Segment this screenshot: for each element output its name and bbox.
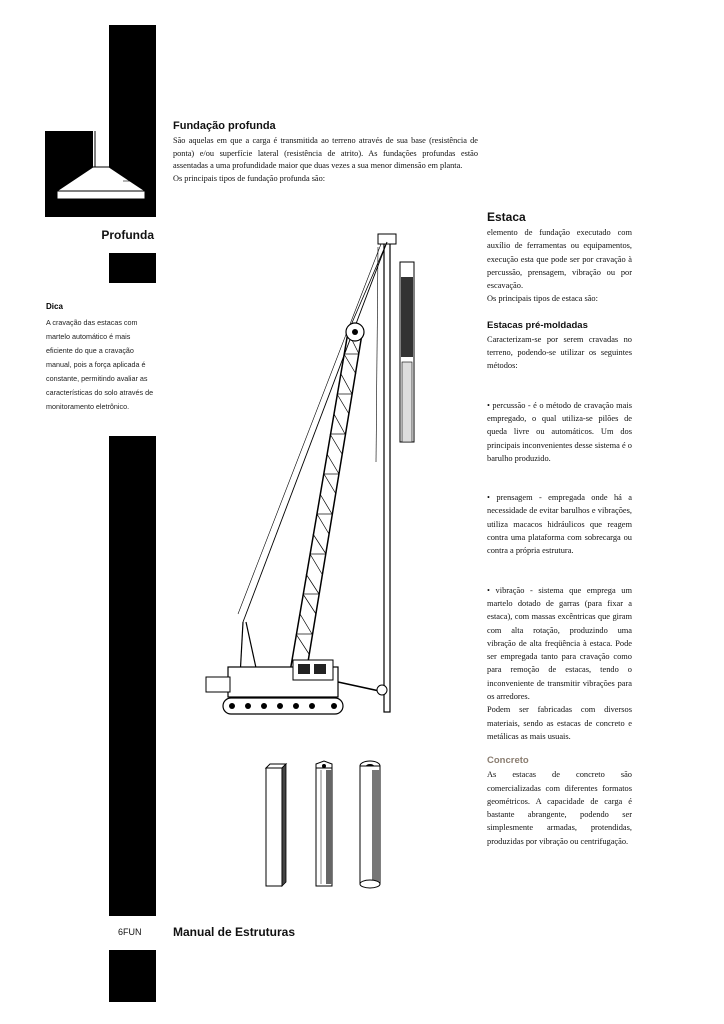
materials-text: Podem ser fabricadas com diversos materiais, sendo as estacas de concreto e metálicas as mais usuais. — [487, 705, 632, 741]
premoldadas-intro: Caracterizam-se por serem cravadas no terreno, podendo-se utilizar os seguintes métodos: — [487, 334, 632, 371]
concreto-title: Concreto — [487, 755, 529, 767]
tip-text: A cravação das estacas com martelo automático é mais eficiente do que a cravação manual, pois a força aplicada é constante, permitindo avaliar as características do solo através de monitoramento eletrônico. — [46, 318, 154, 411]
foundation-icon — [45, 131, 156, 217]
footer-title: Manual de Estruturas — [173, 925, 296, 939]
premoldadas-title: Estacas pré-moldadas — [487, 319, 588, 331]
margin-strip-top — [109, 25, 156, 131]
estaca-title: Estaca — [487, 210, 526, 224]
margin-strip-middle — [109, 436, 156, 916]
page-title: Fundação profunda — [173, 120, 276, 132]
intro-paragraph: São aquelas em que a carga é transmitida ao terreno através de sua base (resistência de ponta) e/ou superfície lateral (resistência de atrito). As fundações profundas estão assentadas a uma profundidade maior que duas vezes a sua menor dimensão em planta. — [173, 136, 478, 170]
intro-types-line: Os principais tipos de fundação profunda são: — [173, 173, 326, 183]
method-percussao: • percussão - é o método de cravação mais empregado, o qual utiliza-se pilões de queda livre ou automáticos. Um dos principais inconvenientes desse sistema é o barulho produzido. — [487, 400, 632, 463]
precast-piles-illustration — [260, 756, 390, 891]
pile-driver-illustration — [198, 222, 438, 722]
estaca-column — [487, 210, 632, 848]
method-prensagem: • prensagem - empregada onde há a necessidade de evitar barulhos e vibrações, utiliza macacos hidráulicos que reagem contra uma plataforma com sobrecarga ou contra a própria estrutura. — [487, 493, 632, 556]
concreto-text: As estacas de concreto são comercializadas com diferentes formatos geométricos. A capacidade de carga é bastante abrangente, podendo ser simplesmente armadas, protendidas, produzidas por vibração ou centrifugação. — [487, 770, 632, 846]
margin-strip-bottom — [109, 950, 156, 1002]
margin-strip-upper — [109, 253, 156, 283]
method-vibracao: • vibração - sistema que emprega um martelo dotado de garras (para fixar a estaca), com massas excêntricas que giram com alta rotação, produzindo uma vibração de alta freqüência à estaca. Pode ser empregada tanto para cravação como para remoção de estacas, tendo o inconveniente de transmitir vibrações para os arredores. — [487, 585, 632, 702]
tip-title: Dica — [46, 302, 63, 311]
section-label: Profunda — [101, 228, 154, 242]
tip-box — [46, 300, 158, 414]
estaca-types-line: Os principais tipos de estaca são: — [487, 294, 598, 304]
intro-section — [173, 120, 478, 185]
page-code: 6FUN — [118, 927, 142, 937]
estaca-definition: elemento de fundação executado com auxílio de ferramentas ou equipamentos, execução esta que pode ser por cravação à percussão, prensagem, vibração ou por escavação. — [487, 228, 632, 291]
